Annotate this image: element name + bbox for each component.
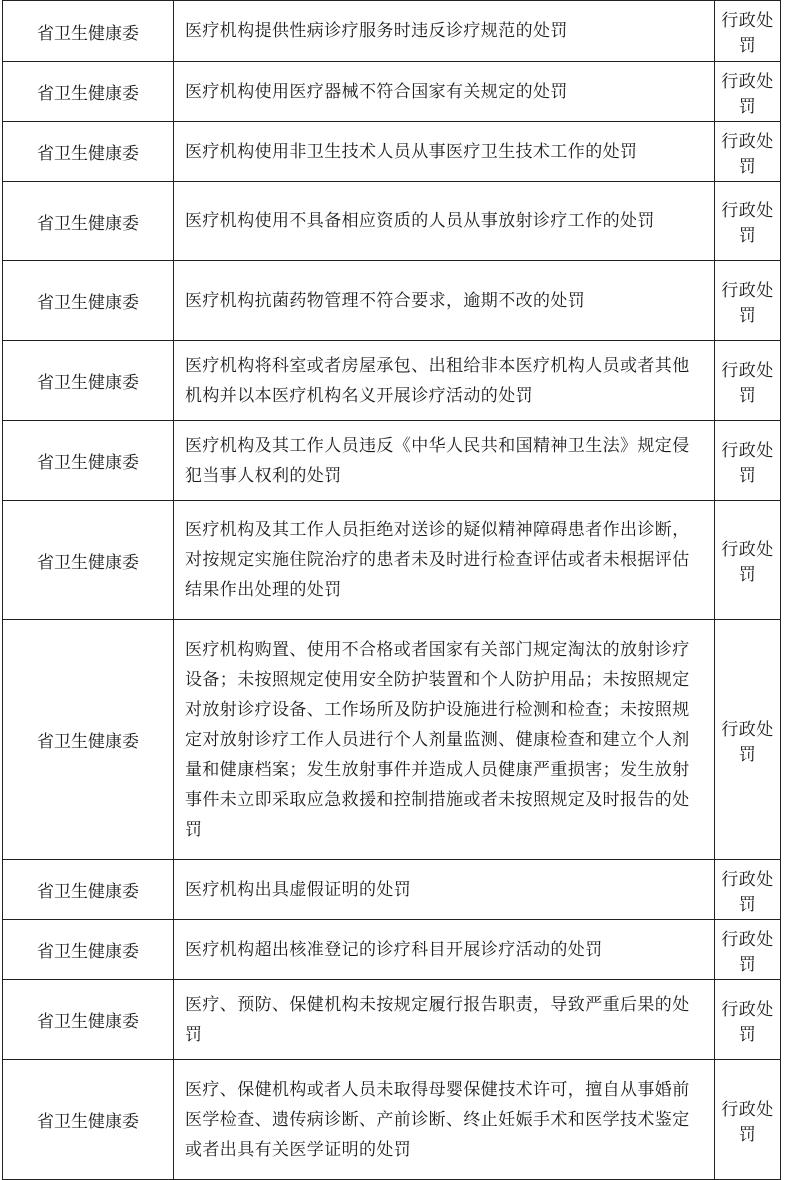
table-row	[3, 1, 781, 62]
type-cell: 行政处罚	[715, 1, 781, 62]
table-row	[3, 182, 781, 261]
table-row	[3, 341, 781, 421]
dept-cell: 省卫生健康委	[3, 62, 174, 122]
type-cell: 行政处罚	[715, 860, 781, 920]
dept-cell: 省卫生健康委	[3, 421, 174, 501]
item-cell: 医疗机构将科室或者房屋承包、出租给非本医疗机构人员或者其他机构并以本医疗机构名义开展诊疗活动的处罚	[174, 341, 715, 421]
penalty-table	[2, 0, 781, 1180]
table-row	[3, 980, 781, 1060]
type-cell: 行政处罚	[715, 341, 781, 421]
item-cell: 医疗机构出具虚假证明的处罚	[174, 860, 715, 920]
table-row	[3, 1060, 781, 1180]
item-cell: 医疗、预防、保健机构未按规定履行报告职责，导致严重后果的处罚	[174, 980, 715, 1060]
dept-cell: 省卫生健康委	[3, 980, 174, 1060]
type-cell: 行政处罚	[715, 62, 781, 122]
dept-cell: 省卫生健康委	[3, 261, 174, 341]
type-cell: 行政处罚	[715, 980, 781, 1060]
dept-cell: 省卫生健康委	[3, 501, 174, 620]
item-cell: 医疗机构抗菌药物管理不符合要求，逾期不改的处罚	[174, 261, 715, 341]
type-cell: 行政处罚	[715, 122, 781, 182]
table-row	[3, 620, 781, 860]
item-cell: 医疗、保健机构或者人员未取得母婴保健技术许可，擅自从事婚前医学检查、遗传病诊断、产前诊断、终止妊娠手术和医学技术鉴定或者出具有关医学证明的处罚	[174, 1060, 715, 1180]
item-cell: 医疗机构使用不具备相应资质的人员从事放射诊疗工作的处罚	[174, 182, 715, 261]
table-row	[3, 501, 781, 620]
type-cell: 行政处罚	[715, 620, 781, 860]
type-cell: 行政处罚	[715, 261, 781, 341]
table-row	[3, 421, 781, 501]
table-row	[3, 122, 781, 182]
table-row	[3, 860, 781, 920]
dept-cell: 省卫生健康委	[3, 860, 174, 920]
type-cell: 行政处罚	[715, 920, 781, 980]
item-cell: 医疗机构超出核准登记的诊疗科目开展诊疗活动的处罚	[174, 920, 715, 980]
item-cell: 医疗机构及其工作人员拒绝对送诊的疑似精神障碍患者作出诊断，对按规定实施住院治疗的患者未及时进行检查评估或者未根据评估结果作出处理的处罚	[174, 501, 715, 620]
item-cell: 医疗机构使用医疗器械不符合国家有关规定的处罚	[174, 62, 715, 122]
type-cell: 行政处罚	[715, 421, 781, 501]
table-row	[3, 920, 781, 980]
dept-cell: 省卫生健康委	[3, 182, 174, 261]
type-cell: 行政处罚	[715, 1060, 781, 1180]
dept-cell: 省卫生健康委	[3, 122, 174, 182]
dept-cell: 省卫生健康委	[3, 620, 174, 860]
table-row	[3, 261, 781, 341]
table-row	[3, 62, 781, 122]
dept-cell: 省卫生健康委	[3, 920, 174, 980]
item-cell: 医疗机构购置、使用不合格或者国家有关部门规定淘汰的放射诊疗设备；未按照规定使用安全防护装置和个人防护用品；未按照规定对放射诊疗设备、工作场所及防护设施进行检测和检查；未按照规定对放射诊疗工作人员进行个人剂量监测、健康检查和建立个人剂量和健康档案；发生放射事件并造成人员健康严重损害；发生放射事件未立即采取应急救援和控制措施或者未按照规定及时报告的处罚	[174, 620, 715, 860]
item-cell: 医疗机构使用非卫生技术人员从事医疗卫生技术工作的处罚	[174, 122, 715, 182]
dept-cell: 省卫生健康委	[3, 1, 174, 62]
type-cell: 行政处罚	[715, 182, 781, 261]
item-cell: 医疗机构提供性病诊疗服务时违反诊疗规范的处罚	[174, 1, 715, 62]
dept-cell: 省卫生健康委	[3, 1060, 174, 1180]
dept-cell: 省卫生健康委	[3, 341, 174, 421]
type-cell: 行政处罚	[715, 501, 781, 620]
item-cell: 医疗机构及其工作人员违反《中华人民共和国精神卫生法》规定侵犯当事人权利的处罚	[174, 421, 715, 501]
